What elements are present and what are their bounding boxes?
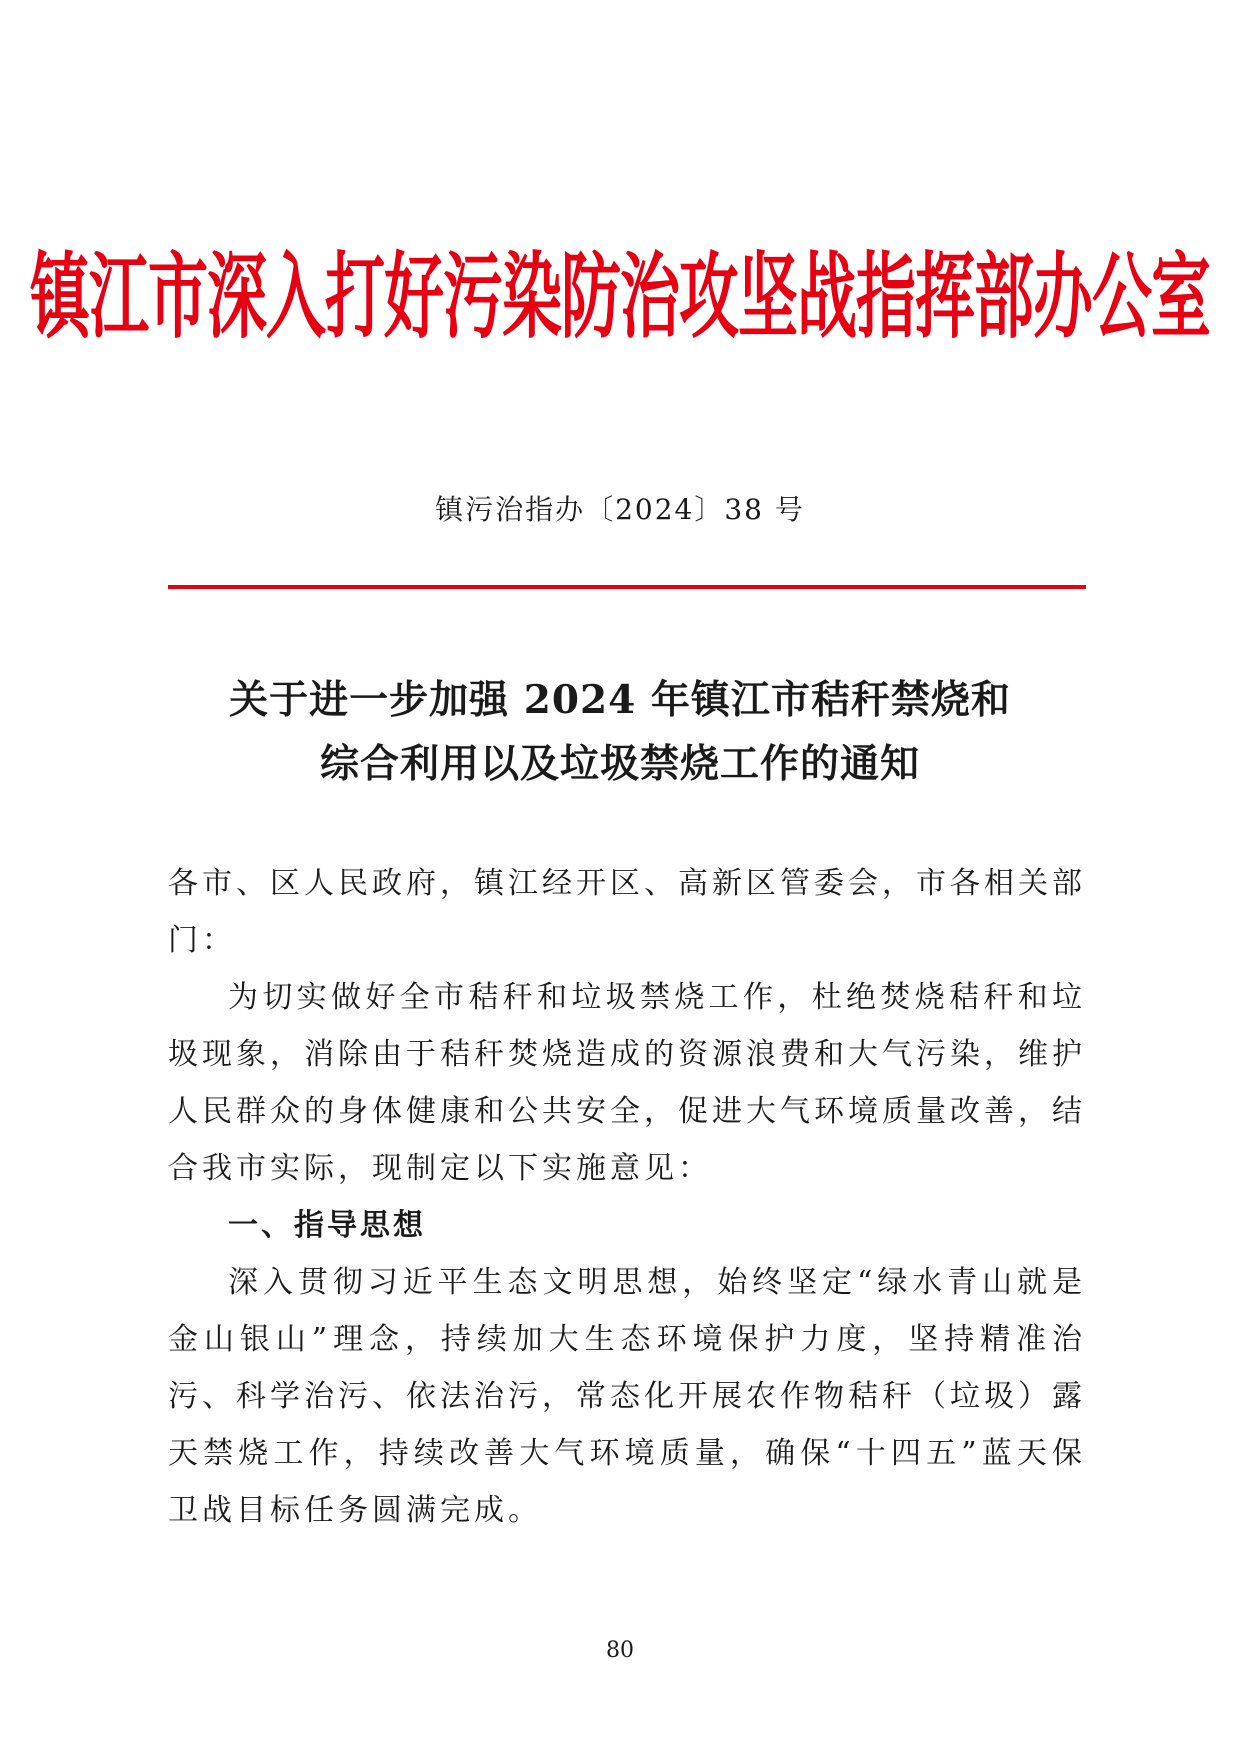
document-number: 镇污治指办〔2024〕38 号 [435, 493, 805, 526]
document-body [168, 855, 1086, 1539]
section-paragraph-guiding-ideology: 深入贯彻习近平生态文明思想，始终坚定“绿水青山就是金山银山”理念，持续加大生态环境保护力度，坚持精准治污、科学治污、依法治污，常态化开展农作物秸秆（垃圾）露天禁烧工作，持续改善大气环境质量，确保“十四五”蓝天保卫战目标任务圆满完成。 [168, 1265, 1086, 1528]
letterhead-org-name: 镇江市深入打好污染防治攻坚战指挥部办公室 [30, 243, 1210, 353]
section-heading-guiding-ideology: 一、指导思想 [228, 1208, 426, 1243]
addressee: 各市、区人民政府，镇江经开区、高新区管委会，市各相关部门： [168, 866, 1086, 958]
title-line-1: 关于进一步加强 2024 年镇江市秸秆禁烧和 [229, 677, 1011, 723]
intro-paragraph: 为切实做好全市秸秆和垃圾禁烧工作，杜绝焚烧秸秆和垃圾现象，消除由于秸秆焚烧造成的资源浪费和大气污染，维护人民群众的身体健康和公共安全，促进大气环境质量改善，结合我市实际，现制定以下实施意见： [168, 980, 1086, 1186]
page-number: 80 [606, 1638, 634, 1663]
document-title [100, 668, 1140, 796]
red-divider-line [168, 585, 1086, 589]
title-line-2: 综合利用以及垃圾禁烧工作的通知 [319, 741, 920, 787]
